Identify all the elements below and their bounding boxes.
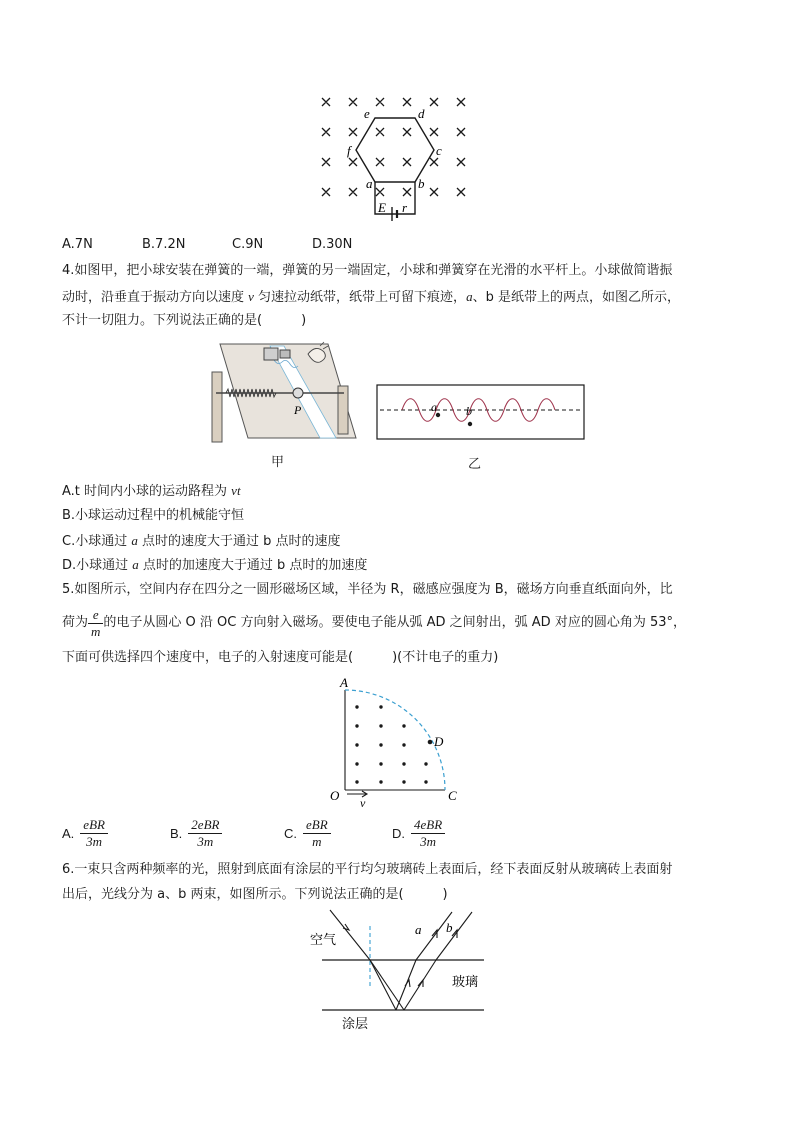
denominator: 3m — [86, 834, 103, 849]
label-b: b — [466, 404, 472, 418]
q5-option-d-fraction — [411, 818, 445, 849]
q4-var-v: v — [248, 289, 254, 304]
tape-frame — [377, 385, 584, 439]
q4-line-2-mid: 匀速拉动纸带，纸带上可留下痕迹， — [253, 290, 467, 305]
q3-options — [62, 236, 462, 254]
denominator: m — [312, 834, 322, 849]
quarter-circle-field-figure — [326, 674, 466, 810]
q5-line-2 — [62, 606, 686, 640]
caption-yi: 乙 — [468, 457, 482, 472]
q6-line-2: 出后，光线分为 a、b 两束，如图所示。下列说法正确的是( ) — [62, 887, 448, 902]
q5-option-b-fraction — [188, 818, 222, 849]
fraction-numerator: e — [88, 608, 103, 624]
oscillator-ball — [293, 388, 303, 398]
q4-option-a-text: A.t 时间内小球的运动路程为 — [62, 484, 232, 499]
q4-option-c-pre: C.小球通过 — [62, 534, 132, 549]
label-C: C — [448, 788, 457, 803]
q4-line-2 — [62, 288, 680, 307]
q4-line-2-post: 、b 是纸带上的两点，如图乙所示， — [472, 290, 680, 305]
q3-option-a: A.7N — [62, 237, 93, 252]
reflected-ray-b-up — [404, 960, 436, 1010]
refracted-ray-a-down — [370, 960, 396, 1010]
hexagon-magnetic-field-figure — [312, 88, 472, 223]
label-ray-a: a — [415, 922, 422, 937]
q5-option-c-label: C. — [284, 826, 297, 841]
roller-motor — [280, 350, 290, 358]
q5-options — [62, 818, 482, 854]
q4-line-3: 不计一切阻力。下列说法正确的是( ) — [62, 313, 307, 328]
q5-option-c — [284, 818, 331, 849]
label-E: E — [378, 200, 386, 215]
q3-option-d: D.30N — [312, 237, 353, 252]
q3-option-b: B.7.2N — [142, 237, 186, 252]
glass-refraction-figure — [306, 906, 496, 1032]
q4-var-a: a — [466, 289, 473, 304]
q4-option-d — [62, 556, 367, 575]
label-O: O — [330, 788, 340, 803]
q5-option-a — [62, 818, 108, 849]
q4-option-c-post: 点时的速度大于通过 b 点时的速度 — [137, 534, 341, 549]
label-D: D — [434, 734, 444, 749]
q4-option-b: B.小球运动过程中的机械能守恒 — [62, 508, 245, 523]
q4-line-2-pre: 动时，沿垂直于振动方向以速度 — [62, 290, 249, 305]
q4-option-a-vt: vt — [231, 483, 241, 498]
arrow-b-inner — [418, 980, 423, 987]
q4-option-a — [62, 482, 241, 501]
label-coating: 涂层 — [342, 1017, 369, 1032]
left-post — [212, 372, 222, 442]
label-air: 空气 — [310, 933, 337, 948]
spring-oscillator-figure — [208, 338, 358, 448]
q5-option-d-label: D. — [392, 826, 405, 841]
q5-option-a-label: A. — [62, 826, 75, 841]
fraction-denominator: m — [91, 623, 101, 639]
q5-line-1: 5.如图所示，空间内存在四分之一圆形磁场区域，半径为 R，磁感应强度为 B，磁场方向垂直纸面向外，比 — [62, 582, 673, 597]
q5-line-2-post: 的电子从圆心 O 沿 OC 方向射入磁场。要使电子能从弧 AD 之间射出，弧 AD 对应的圆心角为 53°， — [103, 615, 686, 630]
numerator: eBR — [303, 818, 331, 834]
q5-option-c-fraction — [303, 818, 331, 849]
paper-tape-trace-figure — [376, 384, 585, 440]
q5-option-b-label: B. — [170, 826, 183, 841]
label-b: b — [418, 176, 425, 191]
label-r: r — [402, 200, 408, 215]
label-v: v — [360, 796, 366, 810]
label-A: A — [340, 675, 348, 690]
q4-option-d-a: a — [132, 557, 139, 572]
q4-option-c-a: a — [131, 533, 138, 548]
hexagon-conductor — [356, 118, 434, 182]
q4-option-d-post: 点时的加速度大于通过 b 点时的加速度 — [138, 558, 368, 573]
q4-line-1: 4.如图甲，把小球安装在弹簧的一端，弹簧的另一端固定，小球和弹簧穿在光滑的水平杆上。小球做简谐振 — [62, 263, 673, 278]
label-ray-b: b — [446, 920, 453, 935]
q5-line-3: 下面可供选择四个速度中，电子的入射速度可能是( )(不计电子的重力) — [62, 650, 499, 665]
charge-mass-ratio-fraction — [88, 608, 103, 639]
q5-option-b — [170, 818, 222, 849]
numerator: eBR — [80, 818, 108, 834]
label-p: P — [294, 403, 302, 417]
field-out-of-page-dots — [355, 705, 427, 783]
roller-assembly — [264, 348, 278, 360]
point-d-dot — [428, 740, 433, 745]
numerator: 2eBR — [188, 818, 222, 834]
label-f: f — [347, 143, 351, 158]
label-a: a — [431, 400, 437, 414]
q4-option-d-pre: D.小球通过 — [62, 558, 133, 573]
q5-option-d — [392, 818, 445, 849]
label-c: c — [436, 143, 442, 158]
q5-line-2-pre: 荷为 — [62, 615, 89, 630]
denominator: 3m — [420, 834, 437, 849]
label-e: e — [364, 106, 370, 121]
q3-option-c: C.9N — [232, 237, 264, 252]
q5-option-a-fraction — [80, 818, 108, 849]
denominator: 3m — [197, 834, 214, 849]
q4-option-c — [62, 532, 341, 551]
numerator: 4eBR — [411, 818, 445, 834]
caption-jia: 甲 — [271, 455, 285, 470]
label-a: a — [366, 176, 373, 191]
point-b-dot — [468, 422, 472, 426]
label-d: d — [418, 106, 425, 121]
label-glass: 玻璃 — [452, 975, 479, 990]
emergent-ray-b — [436, 912, 472, 960]
q6-line-1: 6.一束只含两种频率的光，照射到底面有涂层的平行均匀玻璃砖上表面后，经下表面反射从玻璃砖上表面射 — [62, 862, 673, 877]
